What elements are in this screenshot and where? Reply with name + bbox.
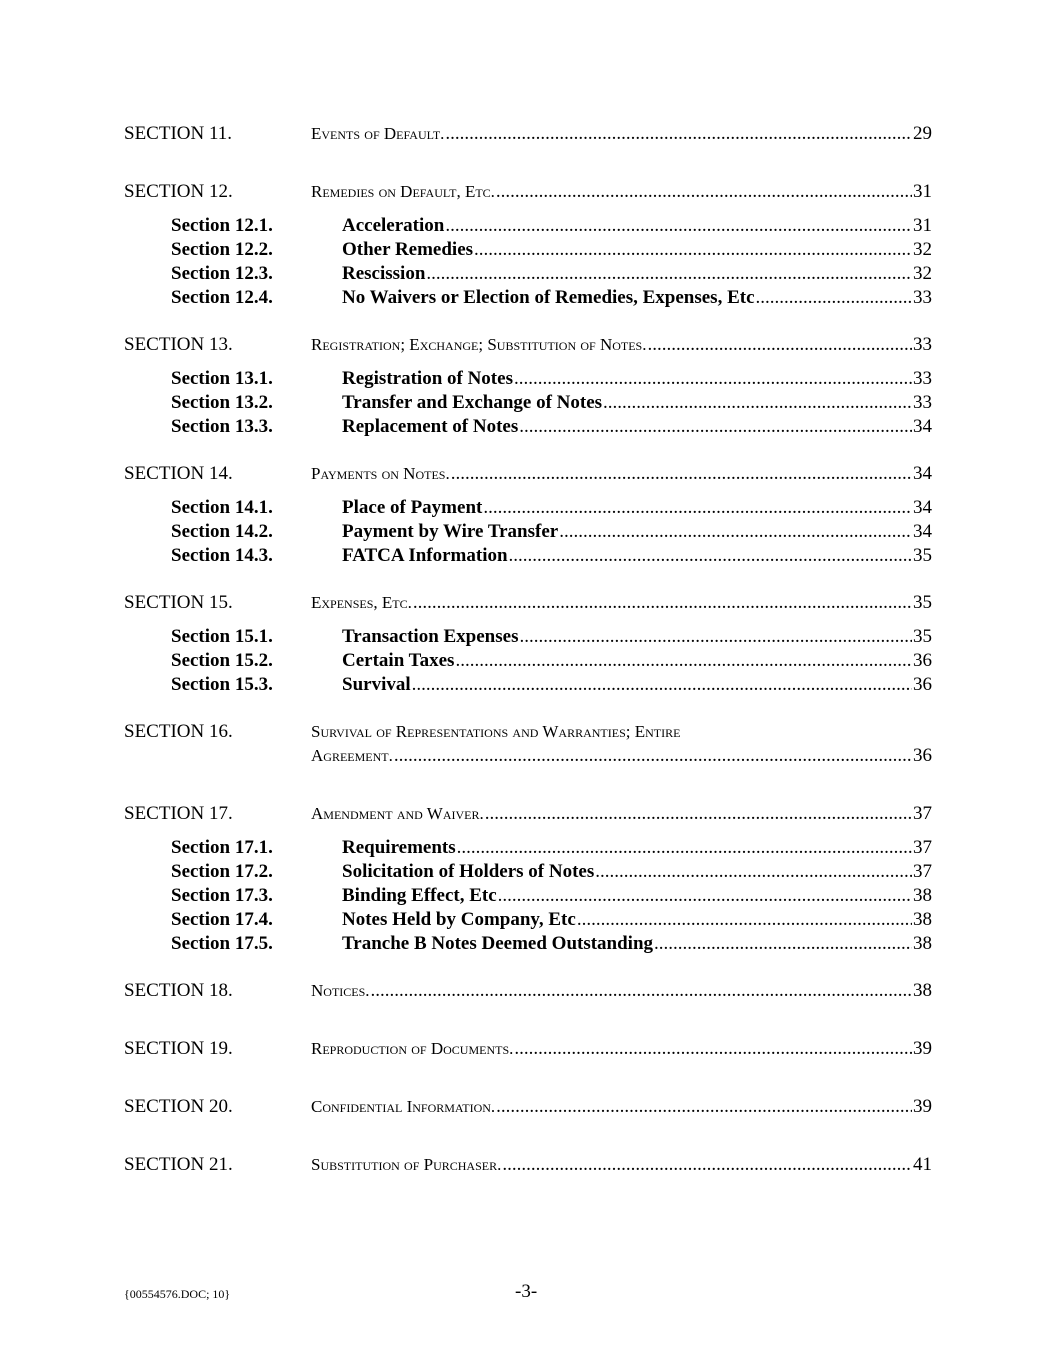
- page-number: 35: [913, 592, 932, 613]
- dot-leader: [412, 673, 912, 697]
- page-number: 31: [913, 215, 932, 236]
- dot-leader: [474, 238, 912, 262]
- subsection-number: Section 17.1.: [171, 837, 273, 858]
- page-number: 35: [913, 626, 932, 647]
- page-number: 37: [913, 837, 932, 858]
- dot-leader: [498, 884, 912, 908]
- section-number: SECTION 18.: [124, 980, 233, 1001]
- subsection-title: Solicitation of Holders of Notes: [342, 861, 595, 882]
- section-number: SECTION 11.: [124, 123, 233, 144]
- section-title: Substitution of Purchaser.: [311, 1155, 502, 1174]
- section-title: Registration; Exchange; Substitution of Notes.: [311, 335, 647, 354]
- section-title: Payments on Notes.: [311, 464, 450, 483]
- dot-leader: [514, 1037, 912, 1061]
- dot-leader: [603, 391, 912, 415]
- dot-leader: [413, 591, 912, 615]
- page-number: 36: [913, 674, 932, 695]
- subsection-title: Acceleration: [342, 215, 445, 236]
- toc-section-21[interactable]: [124, 1153, 932, 1177]
- dot-leader: [457, 836, 912, 860]
- subsection-title: Requirements: [342, 837, 456, 858]
- page-number: 29: [913, 123, 932, 144]
- page-number: 37: [913, 861, 932, 882]
- section-number: SECTION 17.: [124, 803, 233, 824]
- dot-leader: [496, 180, 912, 204]
- toc-subsection[interactable]: [124, 214, 932, 238]
- subsection-number: Section 17.4.: [171, 909, 273, 930]
- dot-leader: [654, 932, 912, 956]
- dot-leader: [426, 262, 912, 286]
- toc-subsection[interactable]: [124, 836, 932, 860]
- subsection-number: Section 12.2.: [171, 239, 273, 260]
- section-title: Remedies on Default, Etc.: [311, 182, 495, 201]
- subsection-number: Section 12.4.: [171, 287, 273, 308]
- dot-leader: [519, 625, 912, 649]
- subsection-number: Section 14.1.: [171, 497, 273, 518]
- page-number: 38: [913, 909, 932, 930]
- toc-subsection[interactable]: [124, 649, 932, 673]
- section-number: SECTION 14.: [124, 463, 233, 484]
- section-number: SECTION 13.: [124, 334, 233, 355]
- toc-section-12[interactable]: [124, 180, 932, 204]
- subsection-number: Section 13.1.: [171, 368, 273, 389]
- toc-subsection[interactable]: [124, 673, 932, 697]
- subsection-number: Section 17.5.: [171, 933, 273, 954]
- page-number: 34: [913, 416, 932, 437]
- toc-subsection[interactable]: [124, 884, 932, 908]
- page-number: 39: [913, 1038, 932, 1059]
- subsection-title: Tranche B Notes Deemed Outstanding: [342, 933, 654, 954]
- document-id: {00554576.DOC; 10}: [124, 1287, 231, 1301]
- dot-leader: [451, 462, 912, 486]
- page-number-footer: -3-: [515, 1281, 538, 1302]
- page-number: 31: [913, 181, 932, 202]
- dot-leader: [647, 333, 912, 357]
- toc-subsection[interactable]: [124, 496, 932, 520]
- toc-subsection[interactable]: [124, 367, 932, 391]
- subsection-title: No Waivers or Election of Remedies, Expenses, Etc: [342, 287, 755, 308]
- dot-leader: [595, 860, 912, 884]
- subsection-number: Section 14.3.: [171, 545, 273, 566]
- section-number: SECTION 12.: [124, 181, 233, 202]
- page-number: 39: [913, 1096, 932, 1117]
- toc-section-15[interactable]: [124, 591, 932, 615]
- toc-subsection[interactable]: [124, 391, 932, 415]
- section-number: SECTION 20.: [124, 1096, 233, 1117]
- toc-subsection[interactable]: [124, 262, 932, 286]
- table-of-contents: [124, 122, 932, 1177]
- dot-leader: [514, 367, 912, 391]
- subsection-title: Other Remedies: [342, 239, 474, 260]
- page-number: 38: [913, 980, 932, 1001]
- section-number: SECTION 19.: [124, 1038, 233, 1059]
- toc-subsection[interactable]: [124, 238, 932, 262]
- page-number: 38: [913, 885, 932, 906]
- page-number: 33: [913, 287, 932, 308]
- section-title-line2: Agreement.: [311, 746, 393, 765]
- subsection-number: Section 17.3.: [171, 885, 273, 906]
- section-title-line1: Survival of Representations and Warranties; Entire: [311, 722, 681, 741]
- dot-leader: [496, 1095, 912, 1119]
- dot-leader: [519, 415, 912, 439]
- section-title: Confidential Information.: [311, 1097, 496, 1116]
- toc-section-14[interactable]: [124, 462, 932, 486]
- section-title: Expenses, Etc.: [311, 593, 412, 612]
- toc-section-17[interactable]: [124, 802, 932, 826]
- section-number: SECTION 16.: [124, 721, 233, 742]
- section-title: Events of Default.: [311, 124, 445, 143]
- section-number: SECTION 21.: [124, 1154, 233, 1175]
- toc-section-19[interactable]: [124, 1037, 932, 1061]
- subsection-number: Section 12.1.: [171, 215, 273, 236]
- toc-section-18[interactable]: [124, 979, 932, 1003]
- subsection-title: Rescission: [342, 263, 426, 284]
- page-number: 33: [913, 334, 932, 355]
- toc-subsection[interactable]: [124, 860, 932, 884]
- page-number: 37: [913, 803, 932, 824]
- subsection-title: Binding Effect, Etc: [342, 885, 497, 906]
- subsection-number: Section 15.1.: [171, 626, 273, 647]
- section-title: Amendment and Waiver.: [311, 804, 484, 823]
- toc-subsection[interactable]: [124, 415, 932, 439]
- toc-subsection[interactable]: [124, 544, 932, 568]
- subsection-title: Registration of Notes: [342, 368, 513, 389]
- toc-section-16[interactable]: [124, 720, 932, 768]
- dot-leader: [502, 1153, 912, 1177]
- toc-section-13[interactable]: [124, 333, 932, 357]
- subsection-title: Transfer and Exchange of Notes: [342, 392, 603, 413]
- dot-leader: [483, 496, 912, 520]
- subsection-title: Place of Payment: [342, 497, 483, 518]
- subsection-number: Section 15.3.: [171, 674, 273, 695]
- dot-leader: [509, 544, 912, 568]
- page-number: 34: [913, 463, 932, 484]
- subsection-number: Section 15.2.: [171, 650, 273, 671]
- page-number: 34: [913, 521, 932, 542]
- dot-leader: [445, 122, 912, 146]
- toc-subsection[interactable]: [124, 932, 932, 956]
- page-number: 41: [913, 1154, 932, 1175]
- page-number: 33: [913, 392, 932, 413]
- page-number: 33: [913, 368, 932, 389]
- dot-leader: [577, 908, 912, 932]
- subsection-title: Certain Taxes: [342, 650, 455, 671]
- subsection-title: Notes Held by Company, Etc: [342, 909, 576, 930]
- subsection-title: Transaction Expenses: [342, 626, 519, 647]
- section-title: Notices.: [311, 981, 370, 1000]
- page-number: 38: [913, 933, 932, 954]
- subsection-number: Section 13.3.: [171, 416, 273, 437]
- page-number: 36: [913, 650, 932, 671]
- page-number: 32: [913, 239, 932, 260]
- dot-leader: [455, 649, 912, 673]
- toc-subsection[interactable]: [124, 908, 932, 932]
- subsection-number: Section 12.3.: [171, 263, 273, 284]
- subsection-title: Survival: [342, 674, 411, 695]
- subsection-title: Replacement of Notes: [342, 416, 519, 437]
- subsection-title: FATCA Information: [342, 545, 508, 566]
- dot-leader: [371, 979, 912, 1003]
- toc-section-11[interactable]: [124, 122, 932, 146]
- dot-leader: [559, 520, 912, 544]
- toc-subsection[interactable]: [124, 625, 932, 649]
- toc-section-20[interactable]: [124, 1095, 932, 1119]
- dot-leader: [485, 802, 912, 826]
- dot-leader: [445, 214, 912, 238]
- toc-subsection[interactable]: [124, 520, 932, 544]
- page-number: 32: [913, 263, 932, 284]
- dot-leader: [756, 286, 912, 310]
- section-number: SECTION 15.: [124, 592, 233, 613]
- subsection-number: Section 14.2.: [171, 521, 273, 542]
- page-number: 35: [913, 545, 932, 566]
- subsection-number: Section 13.2.: [171, 392, 273, 413]
- subsection-title: Payment by Wire Transfer: [342, 521, 559, 542]
- subsection-number: Section 17.2.: [171, 861, 273, 882]
- page-number: 34: [913, 497, 932, 518]
- section-title: Reproduction of Documents.: [311, 1039, 514, 1058]
- toc-subsection[interactable]: [124, 286, 932, 310]
- dot-leader: [394, 744, 912, 768]
- page-number: 36: [913, 745, 932, 766]
